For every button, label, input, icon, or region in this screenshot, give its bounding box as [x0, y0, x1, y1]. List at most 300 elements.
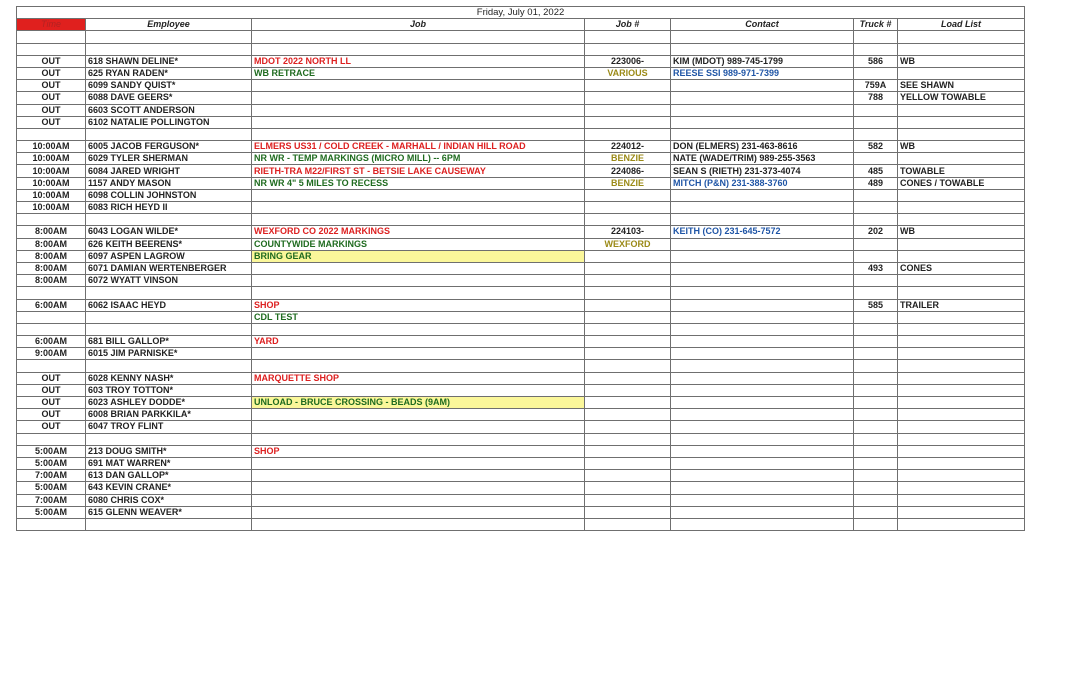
time-cell: 10:00AM: [17, 153, 86, 165]
table-row: [17, 189, 1025, 201]
contact-cell: [671, 336, 854, 348]
job-cell: RIETH-TRA M22/FIRST ST - BETSIE LAKE CAUSEWAY: [252, 165, 585, 177]
job-cell: [252, 202, 585, 214]
employee-cell: [86, 311, 252, 323]
job-number-cell: [585, 202, 671, 214]
time-cell: [17, 214, 86, 226]
table-row: [17, 275, 1025, 287]
job-cell: [252, 116, 585, 128]
table-row: [17, 67, 1025, 79]
time-cell: 7:00AM: [17, 470, 86, 482]
load-list-cell: [898, 116, 1025, 128]
truck-cell: [854, 275, 898, 287]
job-number-cell: [585, 92, 671, 104]
contact-cell: [671, 409, 854, 421]
job-number-cell: [585, 311, 671, 323]
contact-cell: [671, 202, 854, 214]
time-cell: 6:00AM: [17, 299, 86, 311]
contact-cell: [671, 494, 854, 506]
time-cell: 8:00AM: [17, 250, 86, 262]
time-cell: 8:00AM: [17, 262, 86, 274]
header-truck: Truck #: [854, 19, 898, 31]
job-number-cell: [585, 494, 671, 506]
table-row: [17, 482, 1025, 494]
contact-cell: [671, 506, 854, 518]
truck-cell: [854, 238, 898, 250]
load-list-cell: [898, 43, 1025, 55]
load-list-cell: [898, 445, 1025, 457]
load-list-cell: WB: [898, 55, 1025, 67]
load-list-cell: SEE SHAWN: [898, 80, 1025, 92]
job-number-cell: [585, 348, 671, 360]
time-cell: OUT: [17, 409, 86, 421]
time-cell: 5:00AM: [17, 457, 86, 469]
job-cell: ELMERS US31 / COLD CREEK - MARHALL / INDIAN HILL ROAD: [252, 141, 585, 153]
load-list-cell: [898, 67, 1025, 79]
job-cell: [252, 457, 585, 469]
contact-cell: [671, 214, 854, 226]
employee-cell: 618 SHAWN DELINE*: [86, 55, 252, 67]
time-cell: [17, 43, 86, 55]
contact-cell: [671, 311, 854, 323]
job-cell: [252, 421, 585, 433]
load-list-cell: [898, 433, 1025, 445]
truck-cell: 585: [854, 299, 898, 311]
time-cell: 7:00AM: [17, 494, 86, 506]
job-number-cell: [585, 128, 671, 140]
contact-cell: [671, 238, 854, 250]
contact-cell: [671, 482, 854, 494]
contact-cell: [671, 116, 854, 128]
table-row: [17, 506, 1025, 518]
load-list-cell: WB: [898, 226, 1025, 238]
load-list-cell: [898, 311, 1025, 323]
time-cell: 5:00AM: [17, 506, 86, 518]
contact-cell: KIM (MDOT) 989-745-1799: [671, 55, 854, 67]
employee-cell: 6072 WYATT VINSON: [86, 275, 252, 287]
load-list-cell: [898, 506, 1025, 518]
job-cell: UNLOAD - BRUCE CROSSING - BEADS (9AM): [252, 397, 585, 409]
time-cell: 6:00AM: [17, 336, 86, 348]
table-row: [17, 336, 1025, 348]
load-list-cell: [898, 275, 1025, 287]
table-row: [17, 518, 1025, 530]
truck-cell: [854, 409, 898, 421]
job-number-cell: [585, 457, 671, 469]
truck-cell: [854, 31, 898, 43]
load-list-cell: [898, 287, 1025, 299]
time-cell: 10:00AM: [17, 177, 86, 189]
truck-cell: [854, 494, 898, 506]
table-row: [17, 384, 1025, 396]
load-list-cell: [898, 238, 1025, 250]
employee-cell: 6023 ASHLEY DODDE*: [86, 397, 252, 409]
truck-cell: [854, 67, 898, 79]
table-row: [17, 92, 1025, 104]
job-number-cell: [585, 445, 671, 457]
job-cell: [252, 348, 585, 360]
load-list-cell: TOWABLE: [898, 165, 1025, 177]
contact-cell: [671, 384, 854, 396]
load-list-cell: YELLOW TOWABLE: [898, 92, 1025, 104]
employee-cell: 6097 ASPEN LAGROW: [86, 250, 252, 262]
employee-cell: 643 KEVIN CRANE*: [86, 482, 252, 494]
job-cell: NR WR - TEMP MARKINGS (MICRO MILL) -- 6PM: [252, 153, 585, 165]
employee-cell: 691 MAT WARREN*: [86, 457, 252, 469]
truck-cell: [854, 518, 898, 530]
job-cell: YARD: [252, 336, 585, 348]
time-cell: [17, 287, 86, 299]
table-row: [17, 445, 1025, 457]
time-cell: OUT: [17, 104, 86, 116]
time-cell: OUT: [17, 421, 86, 433]
job-number-cell: WEXFORD: [585, 238, 671, 250]
job-cell: MDOT 2022 NORTH LL: [252, 55, 585, 67]
time-cell: 10:00AM: [17, 141, 86, 153]
job-cell: WEXFORD CO 2022 MARKINGS: [252, 226, 585, 238]
truck-cell: [854, 116, 898, 128]
contact-cell: [671, 104, 854, 116]
load-list-cell: TRAILER: [898, 299, 1025, 311]
contact-cell: [671, 128, 854, 140]
job-cell: [252, 214, 585, 226]
job-number-cell: [585, 372, 671, 384]
employee-cell: [86, 323, 252, 335]
truck-cell: [854, 470, 898, 482]
job-number-cell: [585, 421, 671, 433]
employee-cell: [86, 287, 252, 299]
contact-cell: [671, 287, 854, 299]
truck-cell: 485: [854, 165, 898, 177]
contact-cell: MITCH (P&N) 231-388-3760: [671, 177, 854, 189]
job-number-cell: 224103-: [585, 226, 671, 238]
job-cell: [252, 470, 585, 482]
table-row: [17, 311, 1025, 323]
job-cell: [252, 104, 585, 116]
truck-cell: 489: [854, 177, 898, 189]
employee-cell: 6062 ISAAC HEYD: [86, 299, 252, 311]
header-time: Time: [17, 19, 86, 31]
load-list-cell: [898, 372, 1025, 384]
job-number-cell: [585, 470, 671, 482]
employee-cell: 6047 TROY FLINT: [86, 421, 252, 433]
job-number-cell: BENZIE: [585, 153, 671, 165]
truck-cell: 788: [854, 92, 898, 104]
contact-cell: KEITH (CO) 231-645-7572: [671, 226, 854, 238]
job-number-cell: 224086-: [585, 165, 671, 177]
header-employee: Employee: [86, 19, 252, 31]
load-list-cell: [898, 323, 1025, 335]
employee-cell: 615 GLENN WEAVER*: [86, 506, 252, 518]
time-cell: OUT: [17, 372, 86, 384]
time-cell: OUT: [17, 384, 86, 396]
time-cell: [17, 323, 86, 335]
contact-cell: [671, 348, 854, 360]
table-row: [17, 226, 1025, 238]
job-cell: [252, 31, 585, 43]
time-cell: 8:00AM: [17, 275, 86, 287]
contact-cell: [671, 262, 854, 274]
contact-cell: DON (ELMERS) 231-463-8616: [671, 141, 854, 153]
job-number-cell: 224012-: [585, 141, 671, 153]
employee-cell: 613 DAN GALLOP*: [86, 470, 252, 482]
time-cell: OUT: [17, 116, 86, 128]
job-cell: [252, 409, 585, 421]
contact-cell: [671, 421, 854, 433]
truck-cell: 582: [854, 141, 898, 153]
load-list-cell: [898, 189, 1025, 201]
contact-cell: [671, 189, 854, 201]
truck-cell: [854, 250, 898, 262]
job-cell: [252, 287, 585, 299]
contact-cell: [671, 433, 854, 445]
load-list-cell: [898, 494, 1025, 506]
job-number-cell: BENZIE: [585, 177, 671, 189]
load-list-cell: [898, 214, 1025, 226]
truck-cell: [854, 214, 898, 226]
table-row: [17, 323, 1025, 335]
job-number-cell: [585, 409, 671, 421]
contact-cell: [671, 299, 854, 311]
table-row: [17, 421, 1025, 433]
time-cell: [17, 518, 86, 530]
time-cell: OUT: [17, 67, 86, 79]
employee-cell: [86, 31, 252, 43]
job-cell: [252, 275, 585, 287]
table-row: [17, 43, 1025, 55]
employee-cell: 213 DOUG SMITH*: [86, 445, 252, 457]
load-list-cell: [898, 470, 1025, 482]
contact-cell: [671, 470, 854, 482]
header-row: [17, 19, 1025, 31]
header-job-number: Job #: [585, 19, 671, 31]
time-cell: OUT: [17, 397, 86, 409]
truck-cell: 202: [854, 226, 898, 238]
employee-cell: 681 BILL GALLOP*: [86, 336, 252, 348]
job-cell: [252, 128, 585, 140]
truck-cell: [854, 336, 898, 348]
contact-cell: [671, 397, 854, 409]
employee-cell: 6603 SCOTT ANDERSON: [86, 104, 252, 116]
table-row: [17, 238, 1025, 250]
truck-cell: [854, 348, 898, 360]
employee-cell: 6005 JACOB FERGUSON*: [86, 141, 252, 153]
truck-cell: [854, 384, 898, 396]
job-cell: [252, 92, 585, 104]
employee-cell: [86, 360, 252, 372]
employee-cell: 6080 CHRIS COX*: [86, 494, 252, 506]
employee-cell: 6102 NATALIE POLLINGTON: [86, 116, 252, 128]
employee-cell: 6099 SANDY QUIST*: [86, 80, 252, 92]
schedule-sheet: [16, 6, 1025, 531]
employee-cell: 6083 RICH HEYD II: [86, 202, 252, 214]
load-list-cell: [898, 518, 1025, 530]
title-row: [17, 7, 1025, 19]
table-row: [17, 80, 1025, 92]
contact-cell: [671, 275, 854, 287]
truck-cell: [854, 153, 898, 165]
job-cell: [252, 43, 585, 55]
truck-cell: [854, 372, 898, 384]
time-cell: [17, 128, 86, 140]
employee-cell: 6088 DAVE GEERS*: [86, 92, 252, 104]
truck-cell: [854, 287, 898, 299]
table-row: [17, 250, 1025, 262]
time-cell: 10:00AM: [17, 165, 86, 177]
job-cell: WB RETRACE: [252, 67, 585, 79]
load-list-cell: [898, 336, 1025, 348]
contact-cell: [671, 372, 854, 384]
truck-cell: [854, 43, 898, 55]
job-cell: [252, 384, 585, 396]
employee-cell: 626 KEITH BEERENS*: [86, 238, 252, 250]
table-row: [17, 433, 1025, 445]
table-row: [17, 177, 1025, 189]
truck-cell: [854, 397, 898, 409]
job-cell: COUNTYWIDE MARKINGS: [252, 238, 585, 250]
time-cell: 8:00AM: [17, 226, 86, 238]
load-list-cell: [898, 31, 1025, 43]
job-number-cell: [585, 31, 671, 43]
employee-cell: 6043 LOGAN WILDE*: [86, 226, 252, 238]
job-cell: NR WR 4" 5 MILES TO RECESS: [252, 177, 585, 189]
job-number-cell: [585, 262, 671, 274]
truck-cell: [854, 482, 898, 494]
job-number-cell: [585, 518, 671, 530]
truck-cell: 586: [854, 55, 898, 67]
table-row: [17, 128, 1025, 140]
time-cell: 10:00AM: [17, 202, 86, 214]
employee-cell: 6029 TYLER SHERMAN: [86, 153, 252, 165]
truck-cell: [854, 445, 898, 457]
truck-cell: [854, 421, 898, 433]
load-list-cell: [898, 202, 1025, 214]
contact-cell: REESE SSI 989-971-7399: [671, 67, 854, 79]
contact-cell: [671, 250, 854, 262]
job-number-cell: [585, 80, 671, 92]
table-row: [17, 31, 1025, 43]
load-list-cell: [898, 250, 1025, 262]
time-cell: 9:00AM: [17, 348, 86, 360]
time-cell: [17, 433, 86, 445]
employee-cell: [86, 518, 252, 530]
load-list-cell: [898, 457, 1025, 469]
truck-cell: [854, 311, 898, 323]
contact-cell: [671, 360, 854, 372]
truck-cell: [854, 506, 898, 518]
table-row: [17, 153, 1025, 165]
time-cell: 5:00AM: [17, 445, 86, 457]
load-list-cell: [898, 104, 1025, 116]
employee-cell: 6008 BRIAN PARKKILA*: [86, 409, 252, 421]
load-list-cell: [898, 421, 1025, 433]
table-row: [17, 202, 1025, 214]
employee-cell: [86, 43, 252, 55]
job-number-cell: [585, 482, 671, 494]
load-list-cell: CONES / TOWABLE: [898, 177, 1025, 189]
job-number-cell: [585, 433, 671, 445]
table-row: [17, 299, 1025, 311]
table-row: [17, 104, 1025, 116]
table-row: [17, 372, 1025, 384]
load-list-cell: [898, 153, 1025, 165]
load-list-cell: [898, 348, 1025, 360]
header-job: Job: [252, 19, 585, 31]
truck-cell: [854, 360, 898, 372]
employee-cell: [86, 433, 252, 445]
job-number-cell: VARIOUS: [585, 67, 671, 79]
job-number-cell: [585, 397, 671, 409]
employee-cell: 1157 ANDY MASON: [86, 177, 252, 189]
table-row: [17, 348, 1025, 360]
job-cell: SHOP: [252, 445, 585, 457]
job-number-cell: [585, 336, 671, 348]
load-list-cell: [898, 360, 1025, 372]
load-list-cell: WB: [898, 141, 1025, 153]
table-row: [17, 494, 1025, 506]
table-row: [17, 165, 1025, 177]
time-cell: 8:00AM: [17, 238, 86, 250]
employee-cell: 6084 JARED WRIGHT: [86, 165, 252, 177]
job-cell: CDL TEST: [252, 311, 585, 323]
table-row: [17, 141, 1025, 153]
employee-cell: [86, 214, 252, 226]
job-cell: SHOP: [252, 299, 585, 311]
load-list-cell: [898, 397, 1025, 409]
job-number-cell: [585, 299, 671, 311]
table-row: [17, 470, 1025, 482]
header-contact: Contact: [671, 19, 854, 31]
job-number-cell: [585, 104, 671, 116]
time-cell: OUT: [17, 80, 86, 92]
job-number-cell: [585, 506, 671, 518]
employee-cell: 6015 JIM PARNISKE*: [86, 348, 252, 360]
job-cell: [252, 518, 585, 530]
contact-cell: [671, 31, 854, 43]
truck-cell: 759A: [854, 80, 898, 92]
load-list-cell: [898, 409, 1025, 421]
job-cell: [252, 189, 585, 201]
contact-cell: SEAN S (RIETH) 231-373-4074: [671, 165, 854, 177]
job-number-cell: [585, 287, 671, 299]
job-cell: [252, 494, 585, 506]
job-number-cell: [585, 384, 671, 396]
job-number-cell: [585, 214, 671, 226]
table-row: [17, 409, 1025, 421]
job-cell: MARQUETTE SHOP: [252, 372, 585, 384]
employee-cell: 625 RYAN RADEN*: [86, 67, 252, 79]
contact-cell: [671, 445, 854, 457]
job-number-cell: [585, 250, 671, 262]
job-number-cell: [585, 43, 671, 55]
employee-cell: 603 TROY TOTTON*: [86, 384, 252, 396]
contact-cell: [671, 457, 854, 469]
job-number-cell: [585, 323, 671, 335]
load-list-cell: [898, 482, 1025, 494]
contact-cell: [671, 43, 854, 55]
employee-cell: 6071 DAMIAN WERTENBERGER: [86, 262, 252, 274]
contact-cell: NATE (WADE/TRIM) 989-255-3563: [671, 153, 854, 165]
table-row: [17, 214, 1025, 226]
table-row: [17, 55, 1025, 67]
table-row: [17, 287, 1025, 299]
truck-cell: [854, 323, 898, 335]
header-load-list: Load List: [898, 19, 1025, 31]
job-cell: [252, 360, 585, 372]
truck-cell: [854, 189, 898, 201]
job-cell: BRING GEAR: [252, 250, 585, 262]
truck-cell: [854, 202, 898, 214]
